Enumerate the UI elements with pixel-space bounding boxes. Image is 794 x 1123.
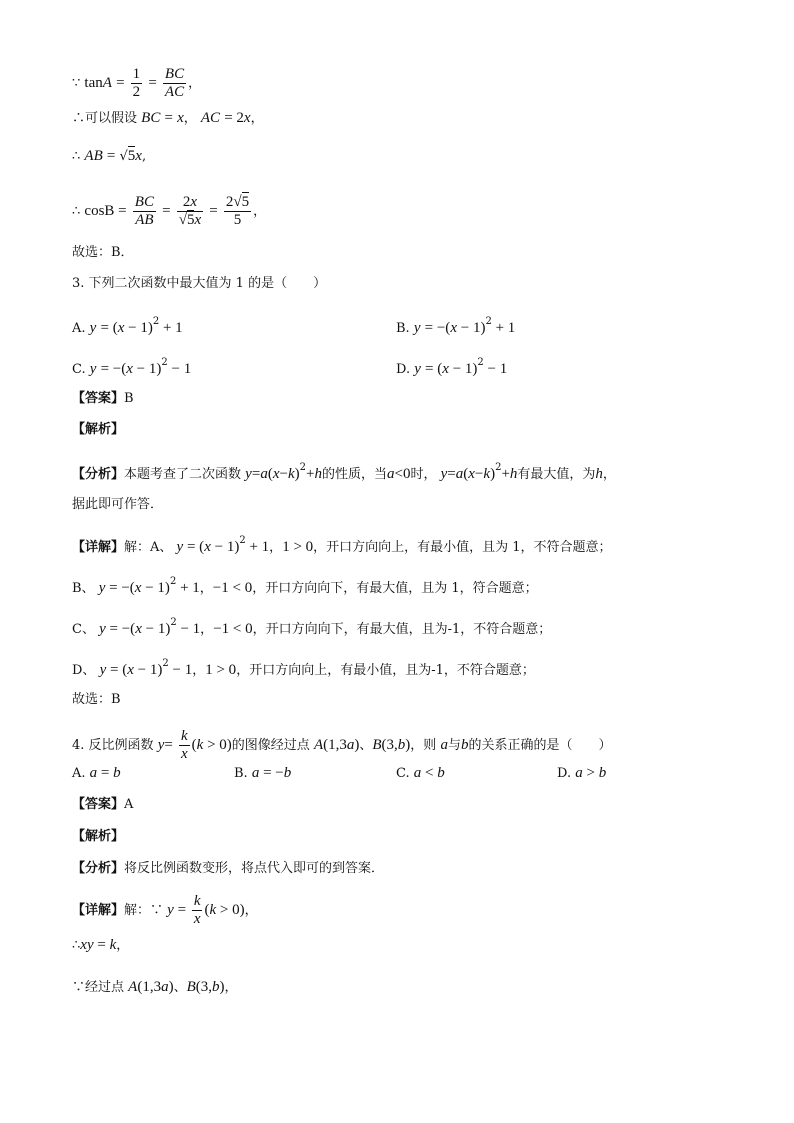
fraction: $\frac{2x}{√5x}$ (178, 194, 202, 228)
q4-option-d: D. a > b (557, 765, 607, 781)
fraction: $\frac{2√5}{5}$ (225, 194, 250, 228)
fraction: $\frac{1}{2}$ (132, 66, 141, 100)
q3-option-c: C. $y = -(x - 1)^2 - 1$ (72, 357, 192, 377)
q4-stem: 4. 反比例函数 y= $\frac{k}{x}$ (k > 0)的图像经过点 A(1,3a)、B(3,b)，则 a与b的关系正确的是（ ） (72, 728, 612, 762)
ab-line: ∴ AB = √5x, (72, 148, 147, 164)
q4-detail-2: ∴xy = k， (72, 937, 130, 953)
q4-option-b: B. a = −b (234, 765, 292, 781)
q3-option-d: D. $y = (x - 1)^2 - 1$ (396, 357, 508, 377)
q2-choice: 故选：B． (72, 245, 134, 260)
q3-answer: 【答案】B (72, 391, 134, 406)
q4-option-a: A. a = b (72, 765, 121, 781)
q3-stem: 3. 下列二次函数中最大值为 1 的是（ ） (72, 276, 327, 291)
cos-line: ∴ cosB = $\frac{BC}{AB}$ = $\frac{2x}{√5x}$ = $\frac{2√5}{5}$ ， (72, 194, 267, 228)
q3-detail-a: 【详解】解：A、 $y = (x - 1)^2 + 1$，1 > 0，开口方向向上，有最小值，且为 1，不符合题意； (72, 535, 612, 555)
q3-analysis-tag: 【解析】 (72, 422, 125, 437)
q3-choice: 故选：B (72, 692, 121, 707)
q3-fenxi-cont: 据此即可作答． (72, 497, 164, 512)
q4-fenxi: 【分析】将反比例函数变形，将点代入即可的到答案． (72, 861, 385, 876)
q4-option-c: C. a < b (396, 765, 445, 781)
q3-fenxi: 【分析】本题考查了二次函数 $y=a(x-k)^2+h$的性质，当a<0时， $y=a(x-k)^2+h$有最大值，为h， (72, 462, 616, 482)
q3-option-b: B. $y = -(x - 1)^2 + 1$ (396, 316, 516, 336)
q3-detail-c: C、 $y = -(x - 1)^2 - 1$，−1 < 0，开口方向向下，有最大值，且为-1，不符合题意； (72, 617, 552, 637)
tan-line: ∵ tanA = $\frac{1}{2}$ = $\frac{BC}{AC}$ ， (72, 66, 202, 100)
q4-analysis-tag: 【解析】 (72, 829, 125, 844)
fraction: $\frac{k}{x}$ (193, 893, 201, 927)
fraction: $\frac{k}{x}$ (180, 728, 188, 762)
assume-line: ∴可以假设 BC = x， AC = 2x， (72, 110, 264, 126)
q3-detail-d: D、 $y = (x - 1)^2 - 1$，1 > 0，开口方向向上，有最小值，且为-1，不符合题意； (72, 658, 535, 678)
q3-detail-b: B、 $y = -(x - 1)^2 + 1$，−1 < 0，开口方向向下，有最大值，且为 1，符合题意； (72, 576, 538, 596)
fraction: $\frac{BC}{AB}$ (134, 194, 154, 228)
fraction: $\frac{BC}{AC}$ (164, 66, 185, 100)
q4-answer: 【答案】A (72, 797, 134, 812)
q4-detail-1: 【详解】解：∵ y = $\frac{k}{x}$ (k > 0)， (72, 893, 258, 927)
q4-detail-3: ∵经过点 A(1,3a)、B(3,b)， (72, 979, 238, 995)
q3-option-a: A. $y = (x - 1)^2 + 1$ (72, 316, 183, 336)
